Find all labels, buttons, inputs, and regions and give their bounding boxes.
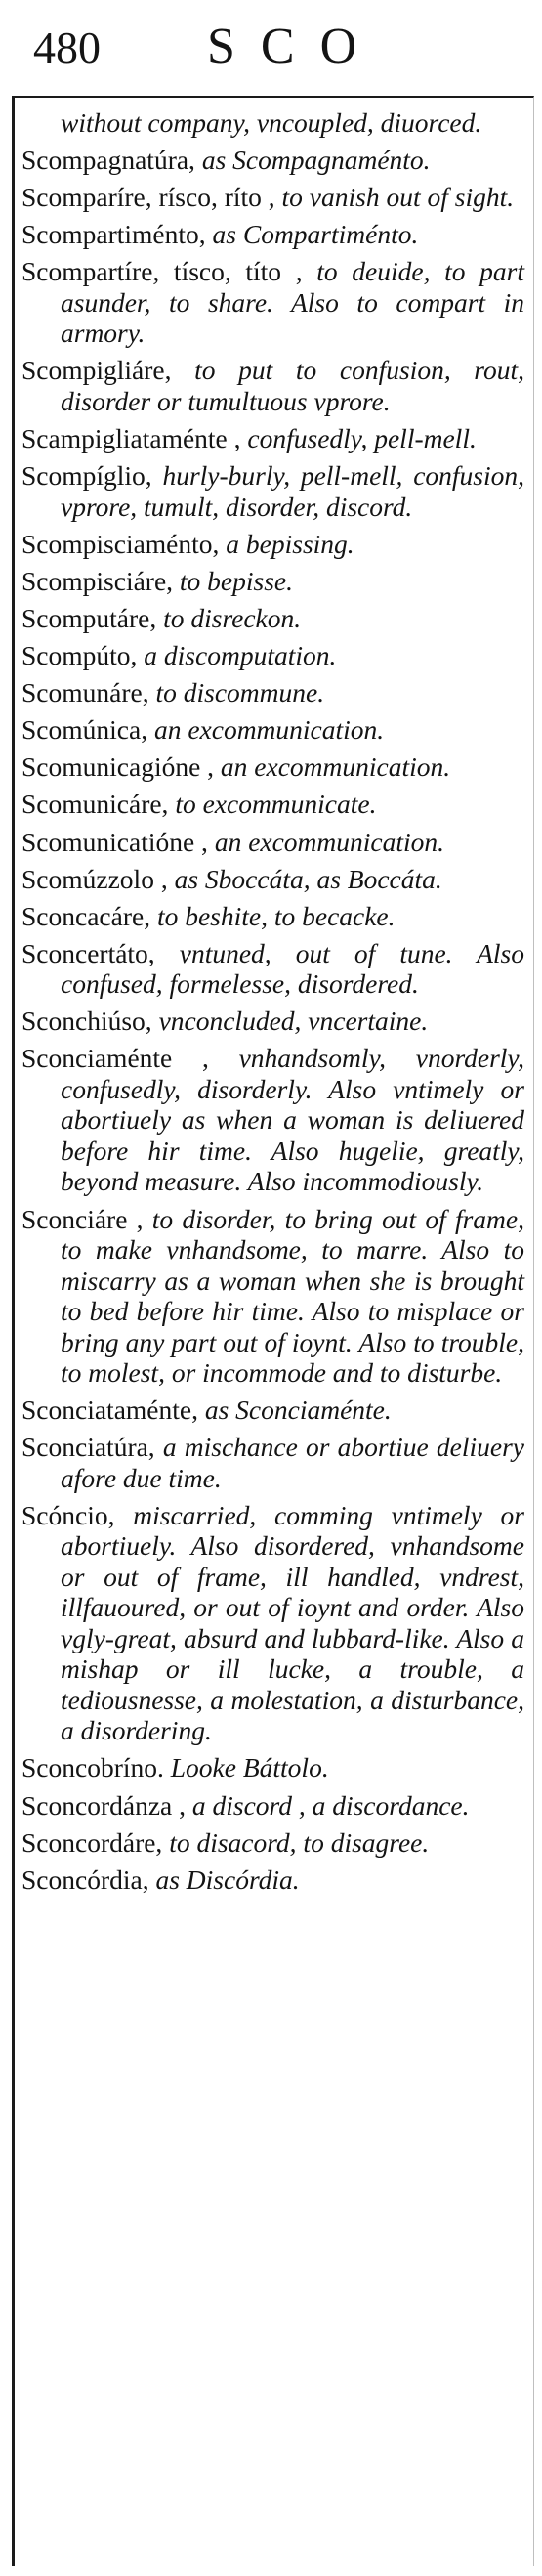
dictionary-entry (21, 145, 524, 176)
entry-headword: Sconcacáre, (21, 900, 151, 931)
dictionary-entry (21, 256, 524, 349)
dictionary-entry (21, 1432, 524, 1493)
page-number: 480 (33, 22, 101, 72)
dictionary-entries (21, 107, 524, 1902)
entry-headword: Scóncio, (21, 1499, 115, 1530)
dictionary-entry (21, 714, 524, 746)
entry-headword: Scompisciaménto, (21, 528, 220, 559)
entry-definition: as Sboccáta, as Boccáta. (174, 863, 442, 894)
entry-headword: Scompisciáre, (21, 565, 174, 596)
dictionary-entry (21, 640, 524, 671)
entry-definition: a bepissing. (226, 528, 354, 559)
entry-headword: Sconcórdia, (21, 1864, 149, 1895)
entry-definition: a discord , a discordance. (191, 1789, 470, 1821)
dictionary-entry (21, 677, 524, 708)
entry-definition: vnconcluded, vncertaine. (158, 1006, 429, 1037)
dictionary-entry (21, 219, 524, 250)
entry-headword: Sconcertáto, (21, 937, 155, 968)
dictionary-entry (21, 789, 524, 820)
dictionary-entry (21, 938, 524, 1000)
dictionary-entry (21, 529, 524, 560)
dictionary-entry (21, 1043, 524, 1197)
entry-definition: to deuide, to part asunder, to share. Also to compart in armory. (61, 256, 524, 349)
entry-headword: Scompartíre, tísco, títo , (21, 256, 303, 287)
entry-definition: to disacord, to disagree. (169, 1826, 430, 1858)
entry-headword: Sconcobríno. (21, 1752, 164, 1783)
entry-headword: Scompagnatúra, (21, 145, 195, 176)
entry-headword: Scompíglio, (21, 460, 152, 492)
entry-headword: Sconcordáre, (21, 1826, 163, 1858)
dictionary-entry (21, 603, 524, 634)
entry-definition: vntuned, out of tune. Also confused, formelesse, disordered. (61, 937, 524, 1000)
entry-definition: to beshite, to becacke. (156, 900, 396, 931)
entry-definition: confusedly, pell-mell. (247, 423, 477, 454)
entry-definition: hurly-burly, pell-mell, confusion, vprore, tumult, disorder, discord. (61, 460, 525, 522)
dictionary-entry (21, 423, 524, 454)
dictionary-entry (21, 355, 524, 416)
entry-headword: Sconcordánza , (21, 1789, 186, 1821)
entry-definition: a discomputation. (144, 640, 337, 671)
entry-definition: as Compartiménto. (212, 219, 419, 250)
dictionary-entry (21, 827, 524, 858)
entry-definition: to bepisse. (179, 565, 294, 596)
dictionary-entry (21, 1500, 524, 1746)
dictionary-entry (21, 107, 524, 139)
entry-definition: without company, vncoupled, diuorced. (61, 107, 482, 138)
entry-headword: Scompigliáre, (21, 355, 172, 386)
entry-headword: Scompúto, (21, 640, 138, 671)
dictionary-entry (21, 901, 524, 932)
entry-definition: an excommunication. (153, 714, 385, 746)
entry-definition: miscarried, comming vntimely or abortiuely. Also disordered, vnhandsome or out of frame, ill handled, vndrest, illfauoured, or out of ioynt and order. Also vgly-great, absurd and lubbard-like. Also a mishap or ill lucke, a trouble, a tediousnesse, a molestation, a disturbance, a disordering. (61, 1499, 524, 1746)
page-header (0, 0, 542, 98)
entry-headword: Scomparíre, rísco, ríto , (21, 182, 275, 213)
entry-headword: Sconchiúso, (21, 1006, 152, 1037)
dictionary-entry (21, 1395, 524, 1426)
dictionary-entry (21, 1006, 524, 1037)
entry-headword: Scomúzzolo , (21, 863, 168, 894)
entry-definition: to disorder, to bring out of frame, to make vnhandsome, to marre. Also to miscarry as a woman when she is brought to bed before hir time. Also to misplace or bring any part out of ioynt. Also to trouble, to molest, or incommode and to disturbe. (61, 1203, 524, 1389)
entry-definition: to discommune. (155, 677, 325, 708)
entry-definition: as Scompagnaménto. (201, 145, 431, 176)
entry-definition: to put to confusion, rout, disorder or tumultuous vprore. (61, 355, 524, 416)
entry-headword: Scomputáre, (21, 602, 157, 633)
entry-headword: Scomunáre, (21, 677, 149, 708)
entry-definition: an excommunication. (220, 751, 451, 783)
entry-definition: as Discórdia. (155, 1864, 300, 1895)
dictionary-entry (21, 1204, 524, 1389)
entry-definition: to disreckon. (163, 602, 302, 633)
dictionary-entry (21, 864, 524, 895)
entry-definition: as Sconciaménte. (204, 1395, 392, 1426)
dictionary-entry (21, 182, 524, 213)
dictionary-entry (21, 566, 524, 597)
entry-definition: to excommunicate. (175, 789, 377, 820)
entry-definition: vnhandsomly, vnorderly, confusedly, disorderly. Also vntimely or abortiuely as when a woman is deliuered before hir time. Also hugelie, greatly, beyond measure. Also incommodiously. (61, 1043, 524, 1197)
dictionary-entry (21, 1752, 524, 1783)
running-head: SCO (207, 19, 383, 74)
dictionary-entry (21, 460, 524, 522)
entry-headword: Sconciataménte, (21, 1395, 198, 1426)
dictionary-entry (21, 751, 524, 783)
entry-definition: an excommunication. (214, 826, 445, 857)
entry-headword: Sconciaménte , (21, 1043, 209, 1074)
dictionary-entry (21, 1827, 524, 1859)
entry-headword: Sconciatúra, (21, 1432, 155, 1463)
entry-definition: a mischance or abortiue deliuery afore due time. (61, 1432, 525, 1493)
entry-definition: Looke Báttolo. (170, 1752, 329, 1783)
entry-definition: to vanish out of sight. (281, 182, 515, 213)
entry-headword: Scomunicáre, (21, 789, 169, 820)
entry-headword: Sconciáre , (21, 1203, 144, 1234)
entry-headword: Scampigliataménte , (21, 423, 241, 454)
entry-headword: Scomunicatióne , (21, 826, 208, 857)
entry-headword: Scomúnica, (21, 714, 148, 746)
entry-headword: Scompartiménto, (21, 219, 206, 250)
dictionary-entry (21, 1865, 524, 1896)
entry-headword: Scomunicagióne , (21, 751, 215, 783)
dictionary-entry (21, 1790, 524, 1822)
